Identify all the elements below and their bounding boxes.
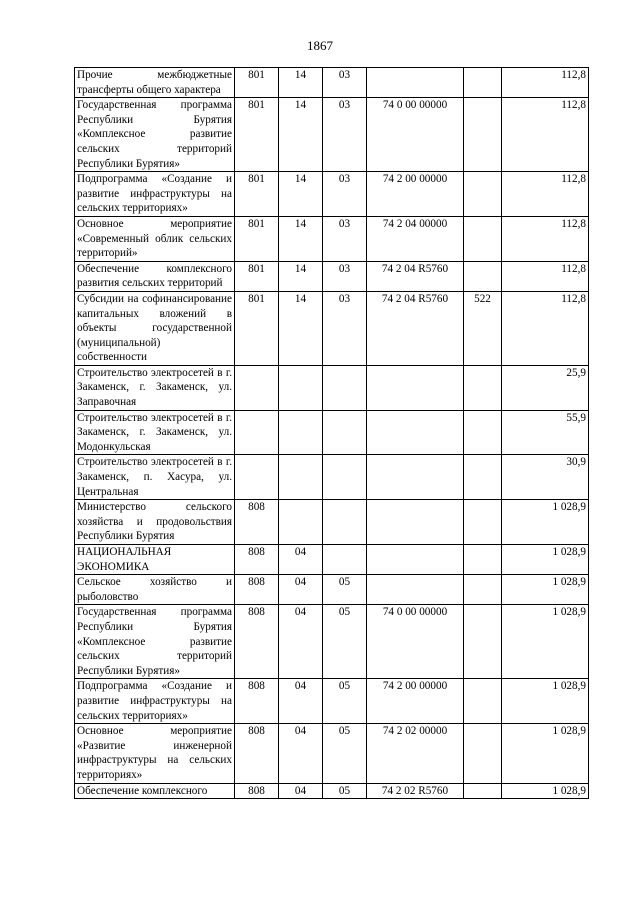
ministry-code: 801 [235,172,279,217]
target-article-code [367,410,464,455]
page-number: 1867 [307,38,333,53]
row-name: НАЦИОНАЛЬНАЯ ЭКОНОМИКА [75,545,235,575]
amount: 1 028,9 [502,783,589,799]
subsection-code: 05 [323,724,367,783]
ministry-code [235,410,279,455]
target-article-code [367,68,464,98]
target-article-code [367,575,464,605]
expense-type-code [464,365,502,410]
subsection-code: 05 [323,575,367,605]
row-name: Государственная программа Республики Бурятия «Комплексное развитие сельских территорий Республики Бурятия» [75,605,235,679]
table-row [75,605,589,679]
target-article-code [367,455,464,500]
row-name: Субсидии на софинансирование капитальных вложений в объекты государственной (муниципальной) собственности [75,291,235,365]
table-row [75,68,589,98]
expense-type-code: 522 [464,291,502,365]
amount: 1 028,9 [502,605,589,679]
section-code: 14 [279,98,323,172]
subsection-code [323,500,367,545]
row-name: Обеспечение комплексного [75,783,235,799]
section-code: 14 [279,216,323,261]
subsection-code: 05 [323,679,367,724]
subsection-code [323,365,367,410]
ministry-code: 808 [235,605,279,679]
row-name: Обеспечение комплексного развития сельских территорий [75,261,235,291]
expense-type-code [464,605,502,679]
table-row [75,455,589,500]
section-code: 04 [279,605,323,679]
subsection-code: 05 [323,605,367,679]
amount: 1 028,9 [502,724,589,783]
expense-type-code [464,500,502,545]
ministry-code: 808 [235,545,279,575]
row-name: Основное мероприятие «Современный облик сельских территорий» [75,216,235,261]
ministry-code: 808 [235,500,279,545]
section-code [279,500,323,545]
row-name: Подпрограмма «Создание и развитие инфраструктуры на сельских территориях» [75,172,235,217]
target-article-code: 74 2 00 00000 [367,172,464,217]
section-code: 14 [279,291,323,365]
section-code: 04 [279,575,323,605]
expense-type-code [464,545,502,575]
section-code: 14 [279,261,323,291]
amount: 112,8 [502,216,589,261]
table-body [75,68,589,799]
ministry-code: 808 [235,724,279,783]
section-code: 04 [279,724,323,783]
subsection-code: 05 [323,783,367,799]
table-row [75,365,589,410]
subsection-code: 03 [323,216,367,261]
table-row [75,500,589,545]
ministry-code: 801 [235,291,279,365]
row-name: Министерство сельского хозяйства и продовольствия Республики Бурятия [75,500,235,545]
amount: 112,8 [502,291,589,365]
target-article-code [367,500,464,545]
target-article-code: 74 2 02 R5760 [367,783,464,799]
ministry-code: 808 [235,783,279,799]
expense-type-code [464,68,502,98]
row-name: Подпрограмма «Создание и развитие инфраструктуры на сельских территориях» [75,679,235,724]
row-name: Строительство электросетей в г. Закаменск, г. Закаменск, ул. Заправочная [75,365,235,410]
table-row [75,783,589,799]
amount: 1 028,9 [502,500,589,545]
row-name: Строительство электросетей в г. Закаменск, г. Закаменск, ул. Модонкульская [75,410,235,455]
section-code: 04 [279,679,323,724]
target-article-code: 74 2 04 00000 [367,216,464,261]
amount: 55,9 [502,410,589,455]
ministry-code: 808 [235,679,279,724]
expense-type-code [464,410,502,455]
expense-type-code [464,216,502,261]
subsection-code [323,545,367,575]
amount: 1 028,9 [502,545,589,575]
table-row [75,545,589,575]
table-row [75,410,589,455]
table-row [75,724,589,783]
table-row [75,679,589,724]
expense-type-code [464,261,502,291]
section-code: 04 [279,783,323,799]
budget-table [74,67,589,799]
target-article-code: 74 2 04 R5760 [367,261,464,291]
target-article-code: 74 2 00 00000 [367,679,464,724]
amount: 112,8 [502,172,589,217]
target-article-code: 74 2 02 00000 [367,724,464,783]
section-code: 14 [279,68,323,98]
amount: 112,8 [502,261,589,291]
ministry-code: 801 [235,216,279,261]
ministry-code: 808 [235,575,279,605]
row-name: Государственная программа Республики Бурятия «Комплексное развитие сельских территорий Республики Бурятия» [75,98,235,172]
ministry-code: 801 [235,261,279,291]
subsection-code: 03 [323,98,367,172]
ministry-code: 801 [235,68,279,98]
ministry-code: 801 [235,98,279,172]
subsection-code: 03 [323,291,367,365]
ministry-code [235,365,279,410]
section-code [279,455,323,500]
expense-type-code [464,783,502,799]
section-code: 04 [279,545,323,575]
row-name: Строительство электросетей в г. Закаменск, п. Хасура, ул. Центральная [75,455,235,500]
amount: 112,8 [502,98,589,172]
subsection-code: 03 [323,68,367,98]
target-article-code [367,365,464,410]
amount: 25,9 [502,365,589,410]
target-article-code [367,545,464,575]
table-row [75,216,589,261]
expense-type-code [464,575,502,605]
subsection-code [323,410,367,455]
amount: 1 028,9 [502,575,589,605]
row-name: Прочие межбюджетные трансферты общего характера [75,68,235,98]
expense-type-code [464,724,502,783]
subsection-code: 03 [323,261,367,291]
expense-type-code [464,98,502,172]
subsection-code: 03 [323,172,367,217]
amount: 112,8 [502,68,589,98]
target-article-code: 74 0 00 00000 [367,605,464,679]
table-row [75,172,589,217]
expense-type-code [464,455,502,500]
target-article-code: 74 2 04 R5760 [367,291,464,365]
row-name: Основное мероприятие «Развитие инженерной инфраструктуры на сельских территориях» [75,724,235,783]
row-name: Сельское хозяйство и рыболовство [75,575,235,605]
section-code [279,410,323,455]
section-code [279,365,323,410]
ministry-code [235,455,279,500]
table-row [75,575,589,605]
table-row [75,261,589,291]
expense-type-code [464,172,502,217]
section-code: 14 [279,172,323,217]
table-row [75,98,589,172]
expense-type-code [464,679,502,724]
amount: 1 028,9 [502,679,589,724]
table-row [75,291,589,365]
target-article-code: 74 0 00 00000 [367,98,464,172]
subsection-code [323,455,367,500]
amount: 30,9 [502,455,589,500]
